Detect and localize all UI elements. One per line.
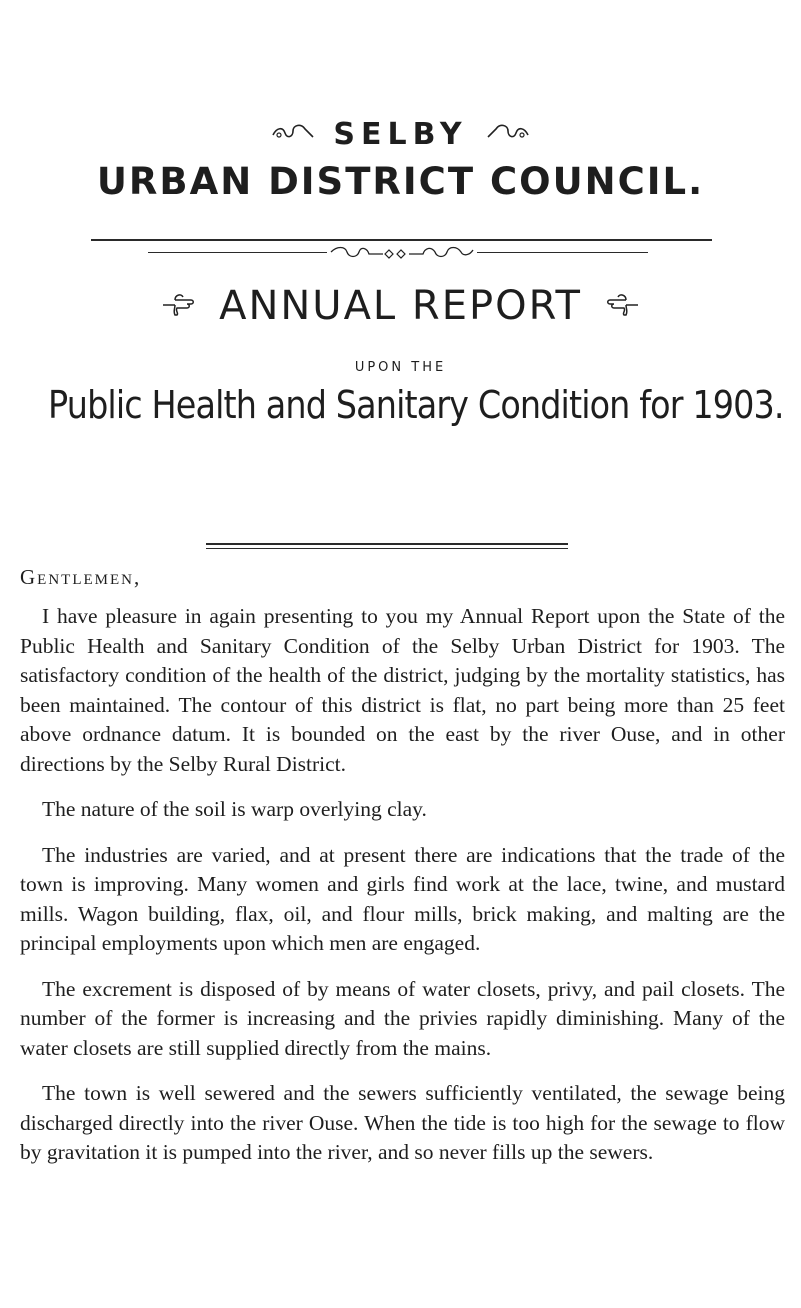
paragraph: I have pleasure in again presenting to you my Annual Report upon the State of the Public Health and Sanitary Condition of the Selby Urban District for 1903. The satisfactory condition of the health of the district, judging by the mortality statistics, has been maintained. The contour of this district is flat, no part being more than 25 feet above ordnance datum. It is bounded on the east by the river Ouse, and in other directions by the Selby Rural District. [20, 604, 785, 776]
pointing-hand-right-icon [604, 289, 640, 324]
paragraph: The excrement is disposed of by means of water closets, privy, and pail closets. The number of the former is increasing and the privies rapidly diminishing. Many of the water closets are still supplied directly from the mains. [20, 976, 785, 1060]
pointing-hand-left-icon [161, 289, 197, 324]
ornament-scroll-left-icon [271, 121, 315, 148]
divider-rule [206, 543, 568, 545]
upon-the-caption: UPON THE [354, 360, 447, 375]
report-title-row [0, 279, 801, 333]
paragraph: The town is well sewered and the sewers sufficiently ventilated, the sewage being discharged directly into the river Ouse. When the tide is too high for the sewage to flow by gravitation it is pumped into the river, and so never fills up the sewers. [20, 1081, 785, 1164]
place-title: SELBY [333, 116, 468, 152]
letter-body [20, 602, 785, 1184]
salutation: Gentlemen, [20, 565, 142, 589]
divider-rule [91, 239, 712, 241]
selby-heading-row [0, 114, 801, 154]
divider-rule [206, 548, 568, 549]
report-title: ANNUAL REPORT [219, 283, 582, 329]
paragraph: The nature of the soil is warp overlying clay. [42, 797, 427, 821]
council-title: URBAN DISTRICT COUNCIL. [96, 160, 705, 203]
ornament-scroll-right-icon [486, 121, 530, 148]
flourish-icon [327, 244, 477, 264]
paragraph: The industries are varied, and at present there are indications that the trade of the town is improving. Many women and girls find work at the lace, twine, and mustard mills. Wagon building, flax, oil, and flour mills, brick making, and malting are the principal employments upon which men are engaged. [20, 842, 785, 955]
report-subtitle: Public Health and Sanitary Condition for 1903. [48, 383, 784, 427]
